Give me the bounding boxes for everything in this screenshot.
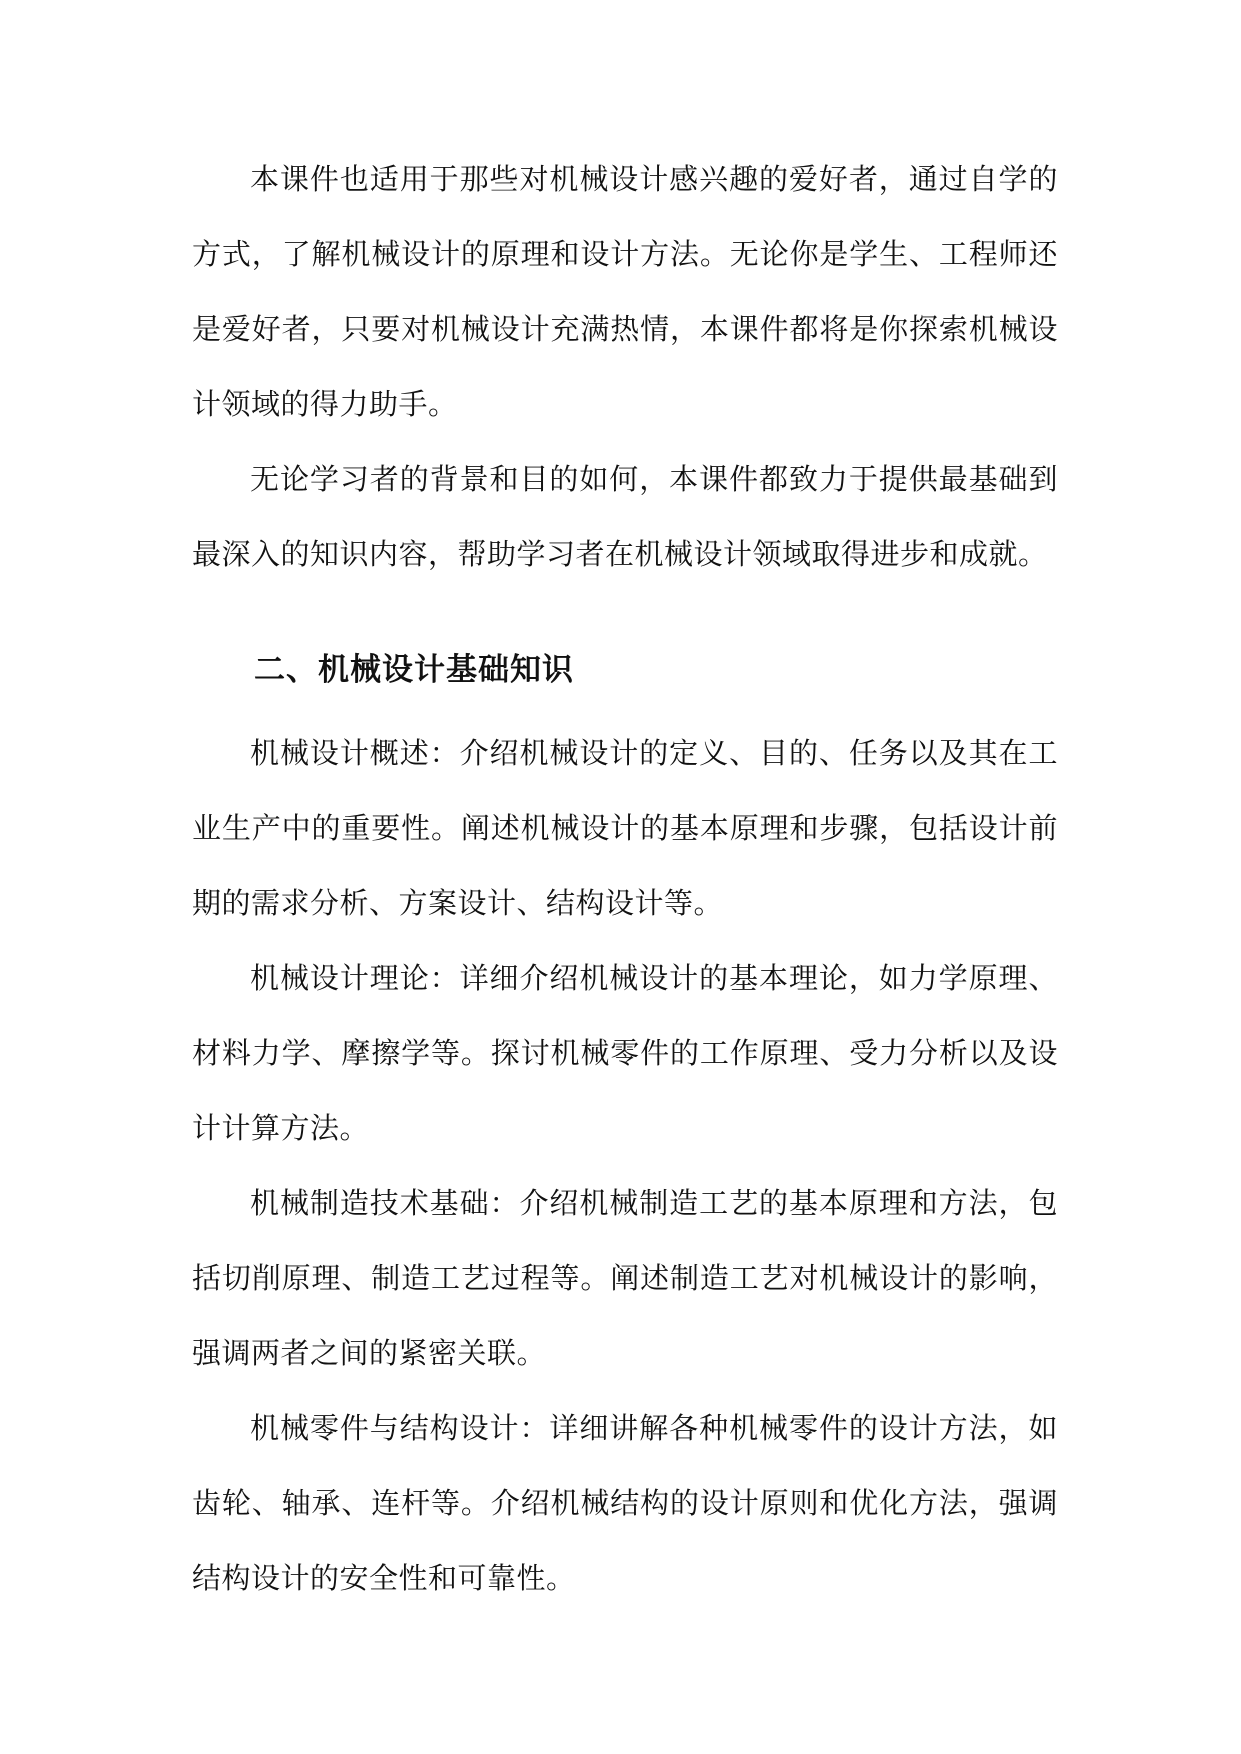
document-body [192, 142, 1058, 1616]
section-paragraph-manufacturing: 机械制造技术基础：介绍机械制造工艺的基本原理和方法，包括切削原理、制造工艺过程等。阐述制造工艺对机械设计的影响，强调两者之间的紧密关联。 [192, 1186, 1058, 1370]
section-heading: 二、机械设计基础知识 [254, 652, 574, 688]
intro-paragraph: 本课件也适用于那些对机械设计感兴趣的爱好者，通过自学的方式，了解机械设计的原理和设计方法。无论你是学生、工程师还是爱好者，只要对机械设计充满热情，本课件都将是你探索机械设计领域的得力助手。 [192, 162, 1058, 421]
section-paragraph-theory: 机械设计理论：详细介绍机械设计的基本理论，如力学原理、材料力学、摩擦学等。探讨机械零件的工作原理、受力分析以及设计计算方法。 [192, 961, 1058, 1145]
intro-paragraph: 无论学习者的背景和目的如何，本课件都致力于提供最基础到最深入的知识内容，帮助学习者在机械设计领域取得进步和成就。 [192, 462, 1058, 571]
section-paragraph-overview: 机械设计概述：介绍机械设计的定义、目的、任务以及其在工业生产中的重要性。阐述机械设计的基本原理和步骤，包括设计前期的需求分析、方案设计、结构设计等。 [192, 736, 1058, 920]
section-paragraph-structure: 机械零件与结构设计：详细讲解各种机械零件的设计方法，如齿轮、轴承、连杆等。介绍机械结构的设计原则和优化方法，强调结构设计的安全性和可靠性。 [192, 1411, 1058, 1595]
